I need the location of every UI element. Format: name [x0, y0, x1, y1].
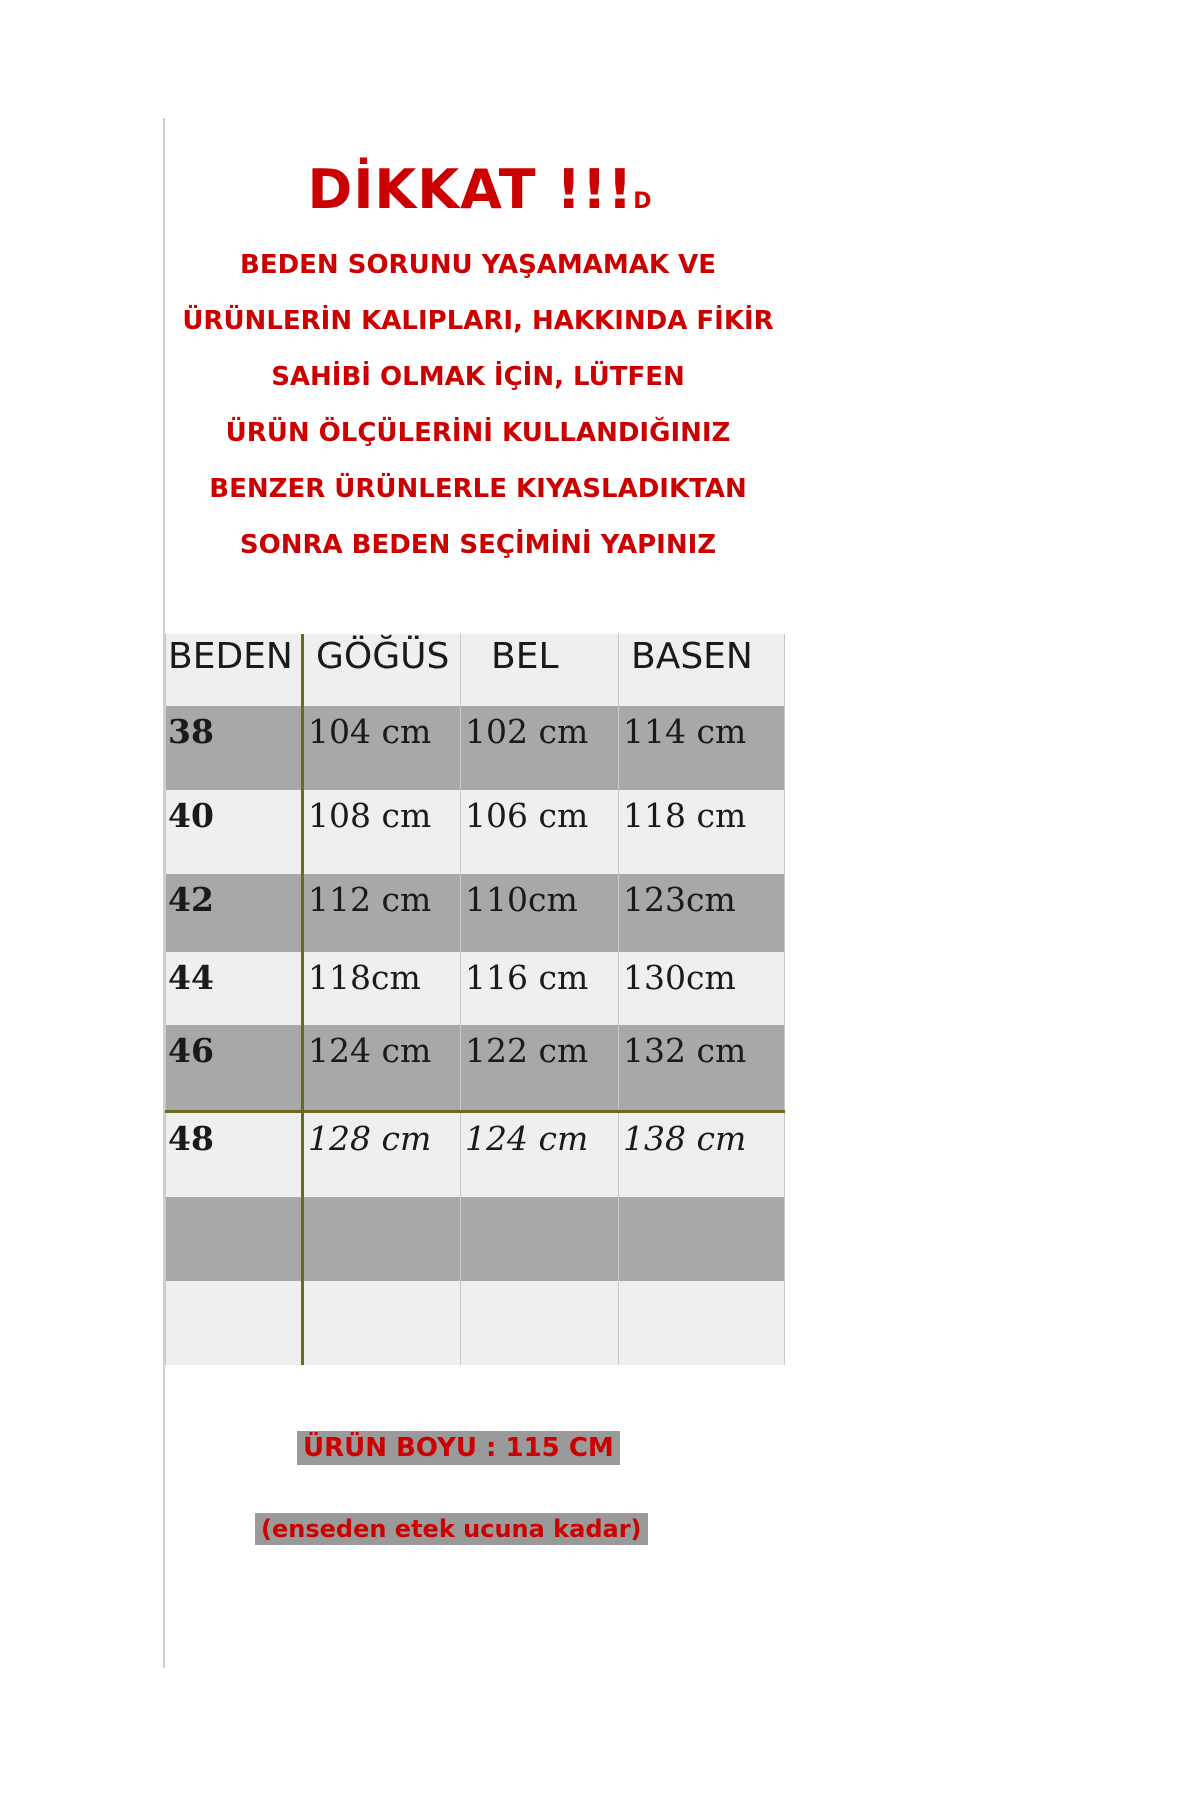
size-cell [166, 1281, 303, 1365]
gogus-cell: 104 cm [303, 706, 461, 790]
basen-cell: 132 cm [619, 1025, 785, 1111]
table-row [166, 1197, 785, 1281]
table-row [166, 1025, 785, 1111]
header-bel: BEL [461, 634, 619, 706]
bel-cell: 124 cm [461, 1111, 619, 1197]
notice-line-5: BENZER ÜRÜNLERLE KIYASLADIKTAN [209, 474, 747, 504]
basen-cell [619, 1197, 785, 1281]
notice-line-3: SAHİBİ OLMAK İÇİN, LÜTFEN [271, 362, 685, 392]
product-length-note: (enseden etek ucuna kadar) [255, 1513, 648, 1545]
size-cell: 46 [166, 1025, 303, 1111]
product-length-label: ÜRÜN BOYU : 115 CM [297, 1431, 620, 1465]
bel-cell [461, 1197, 619, 1281]
bel-cell: 102 cm [461, 706, 619, 790]
bel-cell: 106 cm [461, 790, 619, 874]
notice-line-1: BEDEN SORUNU YAŞAMAMAK VE [240, 250, 716, 280]
size-cell [166, 1197, 303, 1281]
basen-cell: 138 cm [619, 1111, 785, 1197]
gogus-cell: 128 cm [303, 1111, 461, 1197]
gogus-cell [303, 1197, 461, 1281]
table-row [166, 874, 785, 952]
bel-cell [461, 1281, 619, 1365]
basen-cell: 118 cm [619, 790, 785, 874]
basen-cell: 130cm [619, 952, 785, 1025]
size-cell: 38 [166, 706, 303, 790]
header-gogus: GÖĞÜS [303, 634, 461, 706]
gogus-cell: 118cm [303, 952, 461, 1025]
gogus-cell [303, 1281, 461, 1365]
table-row [166, 952, 785, 1025]
size-cell: 44 [166, 952, 303, 1025]
table-row [166, 1111, 785, 1197]
header-basen: BASEN [619, 634, 785, 706]
notice-title-suffix: D [633, 189, 653, 214]
gogus-cell: 112 cm [303, 874, 461, 952]
notice-line-4: ÜRÜN ÖLÇÜLERİNİ KULLANDIĞINIZ [225, 418, 731, 448]
basen-cell [619, 1281, 785, 1365]
table-header-row [166, 634, 785, 706]
table-row [166, 706, 785, 790]
notice-title [0, 158, 960, 221]
size-table [165, 634, 785, 1365]
bel-cell: 110cm [461, 874, 619, 952]
size-cell: 48 [166, 1111, 303, 1197]
notice-line-6: SONRA BEDEN SEÇİMİNİ YAPINIZ [239, 530, 717, 560]
size-cell: 42 [166, 874, 303, 952]
basen-cell: 123cm [619, 874, 785, 952]
notice-title-text: DİKKAT !!! [307, 158, 634, 221]
table-row [166, 790, 785, 874]
bel-cell: 116 cm [461, 952, 619, 1025]
header-beden: BEDEN [166, 634, 303, 706]
gogus-cell: 108 cm [303, 790, 461, 874]
gogus-cell: 124 cm [303, 1025, 461, 1111]
basen-cell: 114 cm [619, 706, 785, 790]
size-cell: 40 [166, 790, 303, 874]
bel-cell: 122 cm [461, 1025, 619, 1111]
table-row [166, 1281, 785, 1365]
notice-line-2: ÜRÜNLERİN KALIPLARI, HAKKINDA FİKİR [182, 306, 774, 336]
